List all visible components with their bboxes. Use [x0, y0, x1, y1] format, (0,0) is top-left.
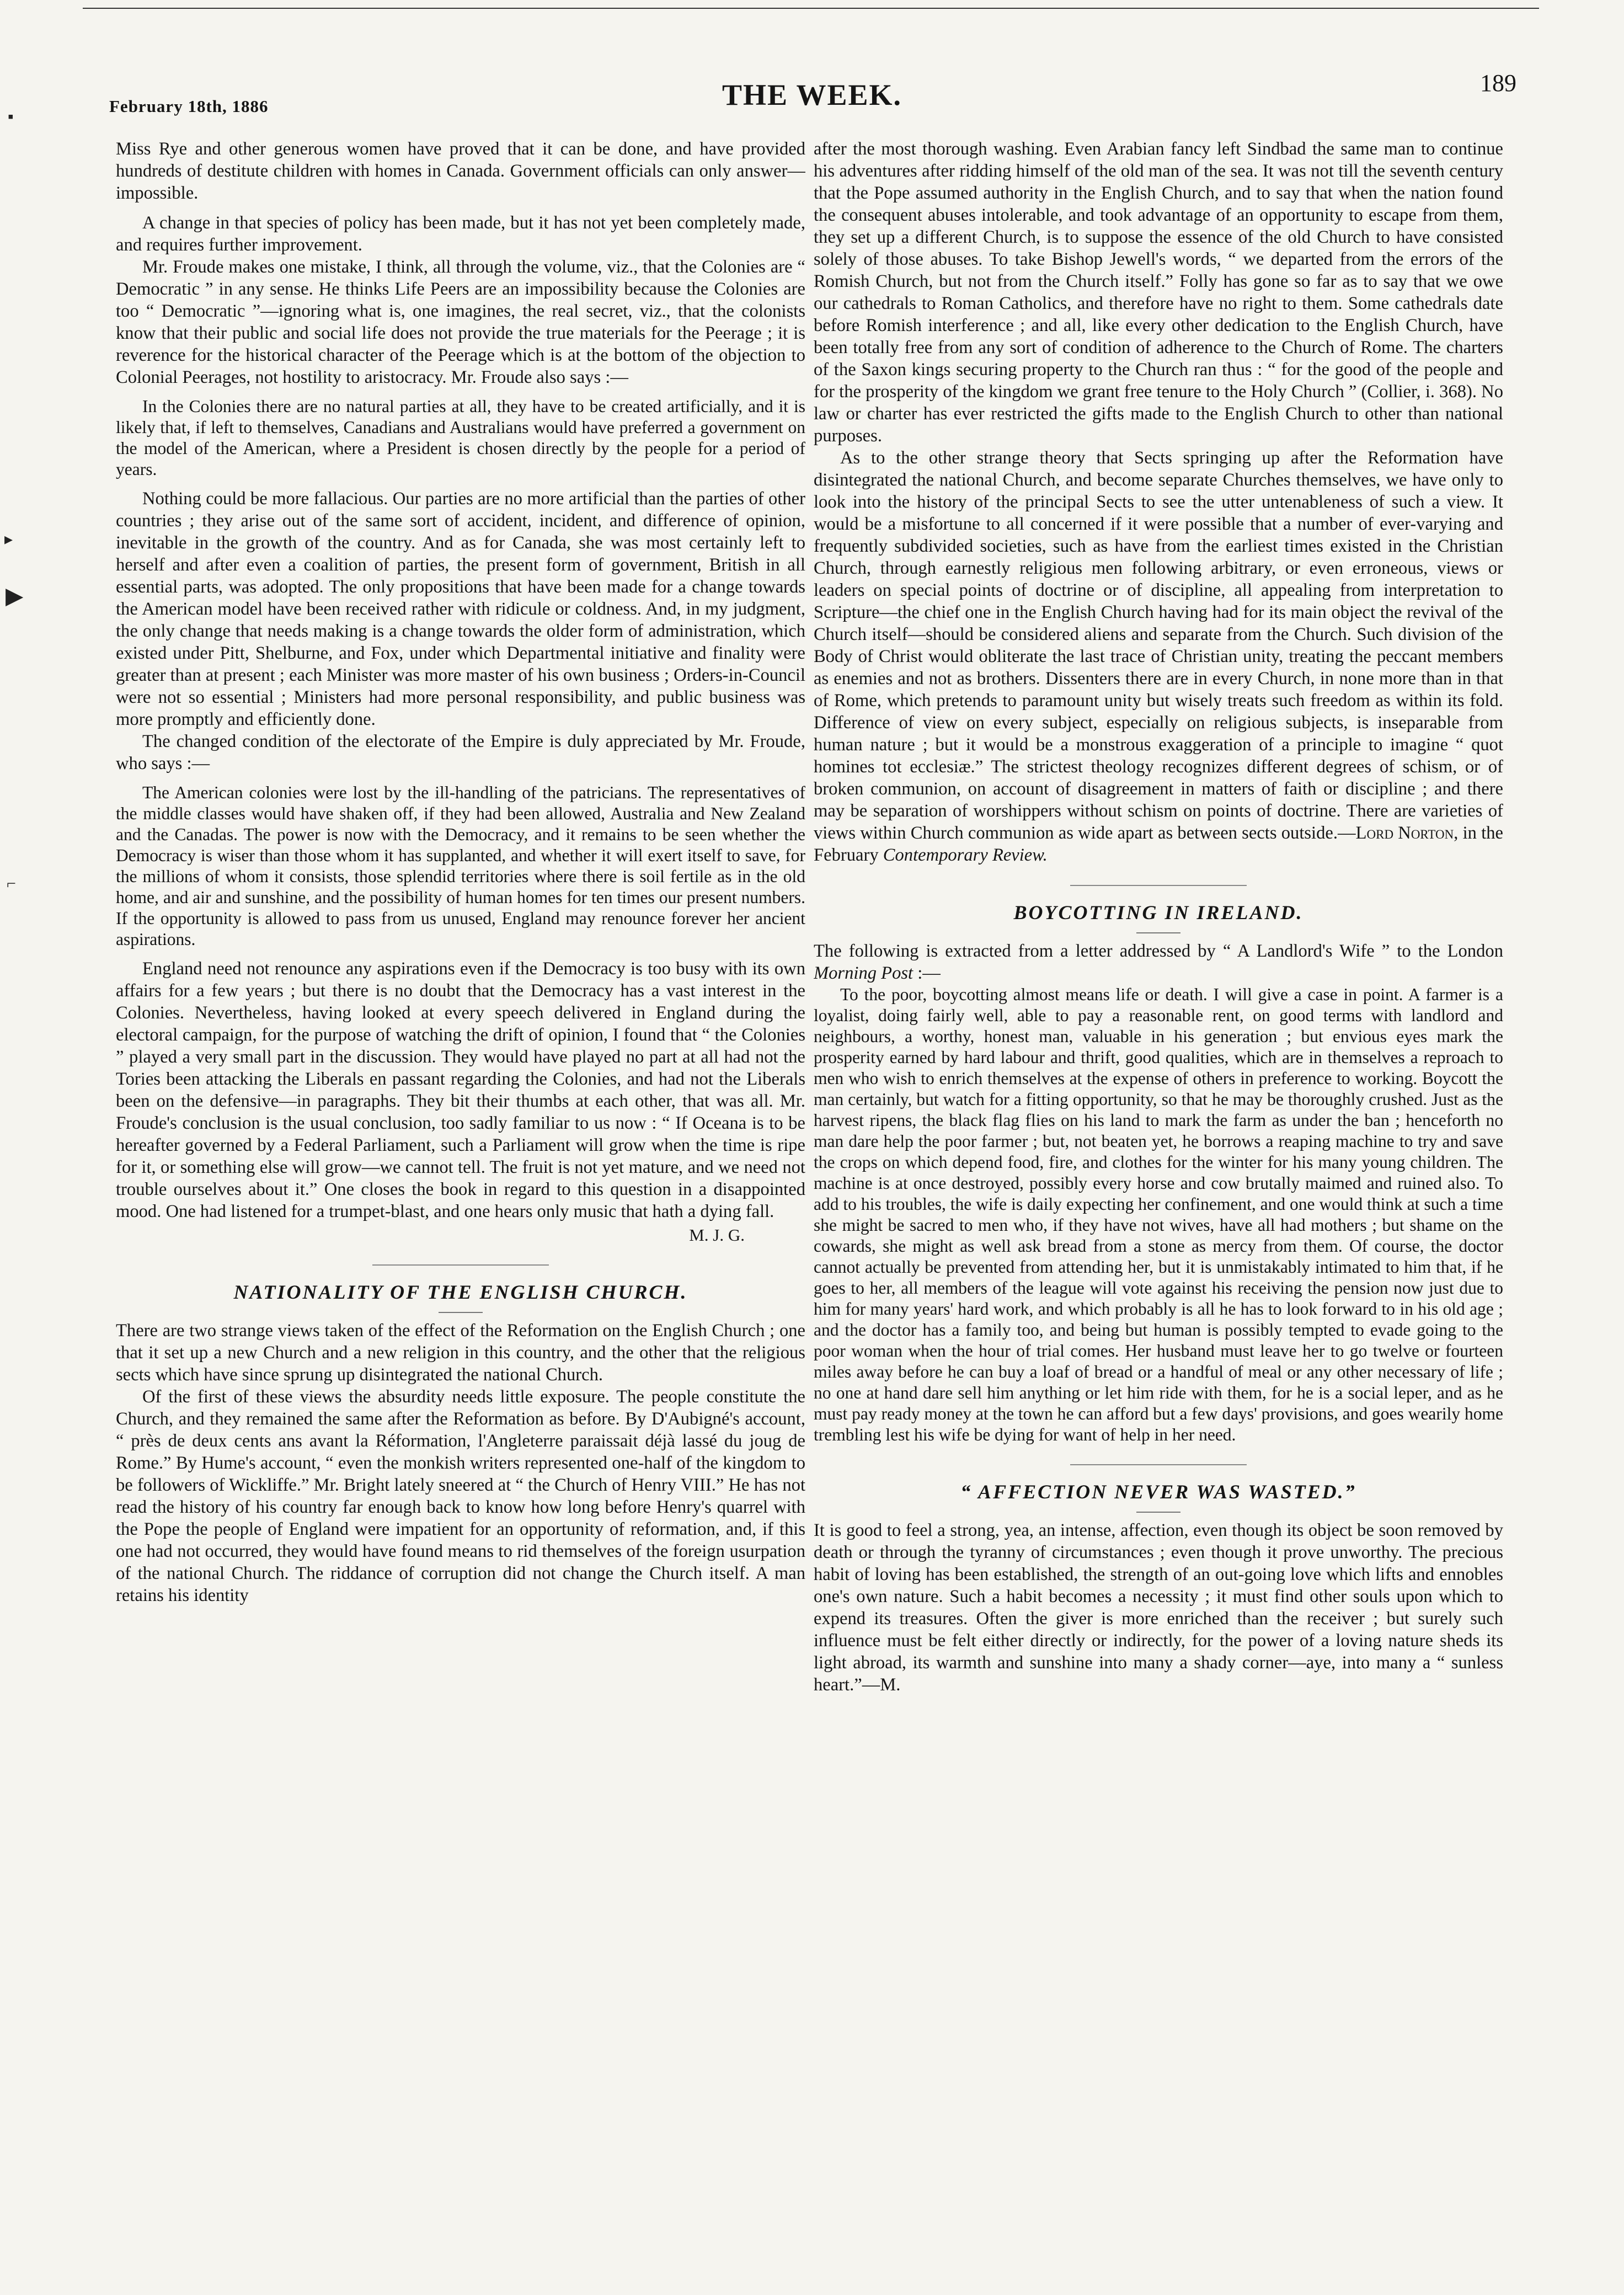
right-column [814, 138, 1503, 2262]
section-divider [1070, 1464, 1247, 1465]
publication-name: Morning Post [814, 963, 913, 983]
section-divider [1070, 885, 1247, 886]
article-paragraph: England need not renounce any aspirations even if the Democracy is too busy with its own affairs for a few years ; but there is no doubt that the Democracy has a vast interest in the Colonies. Nevertheless, having looked at every speech delivered in England during the electoral campaign, for the purpose of watching the drift of opinion, I found that “ the Colonies ” played a very small part in the discussion. They would have played no part at all had not the Tories been attacking the Liberals en passant regarding the Colonies, and had not the Liberals been on the defensive—in paragraphs. They bit their thumbs at each other, that was all. Mr. Froude's conclusion is the usual conclusion, too sadly familiar to us now : “ If Oceana is to be hereafter governed by a Federal Parliament, such a Parliament will grow when the time is ripe for it, or something else will grow—we cannot tell. The fruit is not yet mature, and we need not trouble ourselves about it.” One closes the book in regard to this question in a disappointed mood. One had listened for a trumpet-blast, and one hears only music that hath a dying fall. [116, 959, 805, 1221]
page-header [105, 69, 1519, 119]
article-intro [814, 940, 1503, 984]
margin-mark: ▪ [8, 108, 14, 126]
attribution-name: Lord Norton [1355, 823, 1454, 843]
quoted-passage: To the poor, boycotting almost means life or death. I will give a case in point. A farmer is a loyalist, doing fairly well, able to pay a reasonable rent, on good terms with landlord and neighbours, a worthy, honest man, valuable in his generation ; but envious eyes mark the prosperity earned by hard labour and thrift, good qualities, which are in themselves a reproach to men who wish to enrich themselves at the expense of others in preference to working. Boycott the man certainly, but watch for a fitting opportunity, so that he may be thoroughly crushed. Just as the harvest ripens, the black flag flies on his land to mark the farm as under the ban ; henceforth no man dare help the poor farmer ; but, not beaten yet, he borrows a reaping machine to try and save the crops on which depend food, fire, and clothes for the winter for his many young children. The machine is at once destroyed, possibly every horse and cow brutally maimed and ruined also. To add to his troubles, the wife is daily expecting her confinement, and one would think at such a time she might be sacred to men who, if they have not wives, have all had mothers ; but shame on the cowards, she might as well ask bread from a stone as mercy from them. Of course, the doctor cannot actually be prevented from attending her, but it is unmistakably intimated to him that, if he goes to her, all members of the league will vote against his receiving the pension now just due to him for many years' hard work, and which probably is all he has to look forward to in his old age ; and the doctor has a family too, and being but human is possibly tempted to evade going to the poor woman when the hour of trial comes. Her husband must leave her to go twelve or fourteen miles away before he can buy a loaf of bread or a handful of meal or any other necessary of life ; no one at hand dare sell him anything or let him ride with them, for he is a social leper, and as he must pay ready money at the town he can afford but a few days' provisions, and goes wearily home trembling lest his wife be dying for want of help in her need. [814, 985, 1503, 1444]
article-paragraph [814, 447, 1503, 866]
heading-underline [1136, 932, 1180, 933]
intro-text-end: :— [913, 963, 941, 983]
article-paragraph: Nothing could be more fallacious. Our parties are no more artificial than the parties of other countries ; they arise out of the same sort of accident, incident, and difference of opinion, inevitable in the growth of the country. And as for Canada, she was most certainly left to herself and after even a coalition of parties, the present form of government, British in all essential parts, was adopted. The only propositions that have been made for a change towards the American model have been received rather with ridicule or coldness. And, in my judgment, the only change that needs making is a change towards the older form of administration, which existed under Pitt, Shelburne, and Fox, under which Departmental initiative and finality were greater than at present ; each Minister was more master of his own business ; Orders-in-Council were not so essential ; Ministers had more personal responsibility, and public business was more promptly and efficiently done. [116, 489, 805, 729]
article-paragraph: Mr. Froude makes one mistake, I think, all through the volume, viz., that the Colonies are “ Democratic ” in any sense. He thinks Life Peers are an impossibility because the Colonies are too “ Democratic ”—ignoring what is, one imagines, the real secret, viz., that the colonists know that their public and social life does not provide the true materials for the Peerage ; it is reverence for the historical character of the Peerage which is at the bottom of the objection to Colonial Peerages, not hostility to aristocracy. Mr. Froude also says :— [116, 257, 805, 387]
article-paragraph: There are two strange views taken of the effect of the Reformation on the English Church ; one that it set up a new Church and a new religion in this country, and the other that the religious sects which have since sprung up disintegrated the national Church. [116, 1321, 805, 1385]
section-divider [372, 1264, 549, 1266]
left-column [116, 138, 805, 2262]
intro-text: The following is extracted from a letter addressed by “ A Landlord's Wife ” to the London [814, 941, 1503, 961]
attribution-text: , in the February [814, 823, 1503, 865]
article-paragraph: after the most thorough washing. Even Arabian fancy left Sindbad the same man to continue his adventures after ridding himself of the old man of the sea. It was not till the seventh century that the Pope assumed authority in the English Church, and to say that when the nation found the consequent abuses intolerable, and took advantage of an opportunity to escape from them, they set up a different Church, is to suppose the essence of the old Church to have consisted solely of those abuses. To take Bishop Jewell's words, “ we departed from the errors of the Romish Church, but not from the Church itself.” Folly has gone so far as to say that we owe our cathedrals to Roman Catholics, and therefore have no right to them. Some cathedrals date before Romish interference ; and all, like every other dedication to the English Church, have been totally free from any sort of condition of adherence to the Church of Rome. The charters of the Saxon kings securing property to the Church ran thus : “ for the good of the people and for the prosperity of the kingdom we grant free tenure to the Holy Church ” (Collier, i. 368). No law or charter has ever restricted the gifts made to the English Church to other than national purposes. [814, 139, 1503, 446]
heading-underline [1136, 1512, 1180, 1513]
margin-mark: ⌐ [7, 874, 16, 893]
section-heading: BOYCOTTING IN IRELAND. [1013, 901, 1304, 924]
quoted-passage: In the Colonies there are no natural parties at all, they have to be created artificially, and it is likely that, if left to themselves, Canadians and Australians would have preferred a government on the model of the American, where a President is chosen directly by the people for a period of years. [116, 397, 805, 479]
author-signature: M. J. G. [689, 1225, 745, 1245]
article-paragraph: A change in that species of policy has been made, but it has not yet been completely made, and requires further improvement. [116, 213, 805, 255]
section-heading: NATIONALITY OF THE ENGLISH CHURCH. [233, 1281, 688, 1303]
heading-underline [439, 1312, 483, 1313]
article-text: As to the other strange theory that Sects springing up after the Reformation have disintegrated the national Church, and become separate Churches themselves, we have only to look into the history of the principal Sects to see the utter untenableness of such a view. It would be a misfortune to all concerned if it were possible that a number of ever-varying and frequently subdivided societies, such as have from the earliest times existed in the Christian Church, through earnestly religious men following arbitrary, or even erroneous, views or leaders on special points of doctrine or of discipline, all appealing from interpretation to Scripture—the chief one in the English Church having had for its main object the revival of the Church itself—should be considered aliens and separate from the Church. Such division of the Body of Christ would obliterate the last trace of Christian unity, treating the peccant members as enemies and not as brothers. Dissenters there are in every Church, in none more than in that of Rome, which pretends to paramount unity but wisely treats such freedom as within its fold. Difference of view on every subject, especially on religious subjects, is inseparable from human nature ; but it would be a monstrous exaggeration of a principle to imagine “ quot homines tot ecclesiæ.” The strictest theology recognizes different degrees of schism, or of broken communion, on account of disagreement in matters of faith or discipline ; and there may be separation of worshippers without schism on points of doctrine. There are varieties of views within Church communion as wide apart as between sects outside.— [814, 448, 1503, 843]
margin-mark: ▸ [4, 530, 13, 548]
page-number: 189 [1480, 70, 1516, 97]
article-paragraph: Miss Rye and other generous women have proved that it can be done, and have provided hundreds of destitute children with homes in Canada. Government officials can only answer—impossible. [116, 139, 805, 203]
section-heading: “ AFFECTION NEVER WAS WASTED.” [960, 1481, 1356, 1503]
article-paragraph: It is good to feel a strong, yea, an intense, affection, even though its object be soon removed by death or through the tyranny of circumstances ; even though it prove unworthy. The precious habit of loving has been established, the strength of an out-going love which lifts and ennobles one's own nature. Such a habit becomes a necessity ; it must find other souls upon which to expend its treasures. Often the giver is more enriched than the receiver ; but surely such influence must be felt either directly or indirectly, for the power of a loving nature sheds its light abroad, its warmth and sunshine into many a shady corner—aye, into many a “ sunless heart.”—M. [814, 1520, 1503, 1695]
article-paragraph: Of the first of these views the absurdity needs little exposure. The people constitute the Church, and they remained the same after the Reformation as before. By D'Aubigné's account, “ près de deux cents ans avant la Réformation, l'Angleterre paraissait déjà lassé du joug de Rome.” By Hume's account, “ even the monkish writers represented one-half of the kingdom to be followers of Wickliffe.” Mr. Bright lately sneered at “ the Church of Henry VIII.” He has not read the history of his country far enough back to know how long before Henry's quarrel with the Pope the people of England were impatient for an opportunity of reformation, and, if this one had not occurred, they would have found means to rid themselves of the foreign usurpation of the national Church. The riddance of corruption did not change the Church itself. A man retains his identity [116, 1387, 805, 1605]
masthead-title: THE WEEK. [722, 78, 902, 111]
quoted-passage: The American colonies were lost by the ill-handling of the patricians. The representatives of the middle classes would have shaken off, if they had been allowed, Australia and New Zealand and the Canadas. The power is now with the Democracy, and it remains to be seen whether the Democracy is wiser than those whom it has supplanted, and whether it will exert itself to save, for the millions of whom it consists, those splendid territories where there is soil fertile as in the old home, and air and sunshine, and the possibility of human homes for ten times our present numbers. If the opportunity is allowed to pass from us unused, England may renounce forever her ancient aspirations. [116, 783, 805, 949]
article-paragraph: The changed condition of the electorate of the Empire is duly appreciated by Mr. Froude, who says :— [116, 732, 805, 773]
margin-mark: ▶ [6, 584, 24, 609]
top-rule [83, 8, 1539, 9]
publication-name: Contemporary Review. [883, 845, 1048, 865]
issue-date: February 18th, 1886 [109, 97, 269, 116]
